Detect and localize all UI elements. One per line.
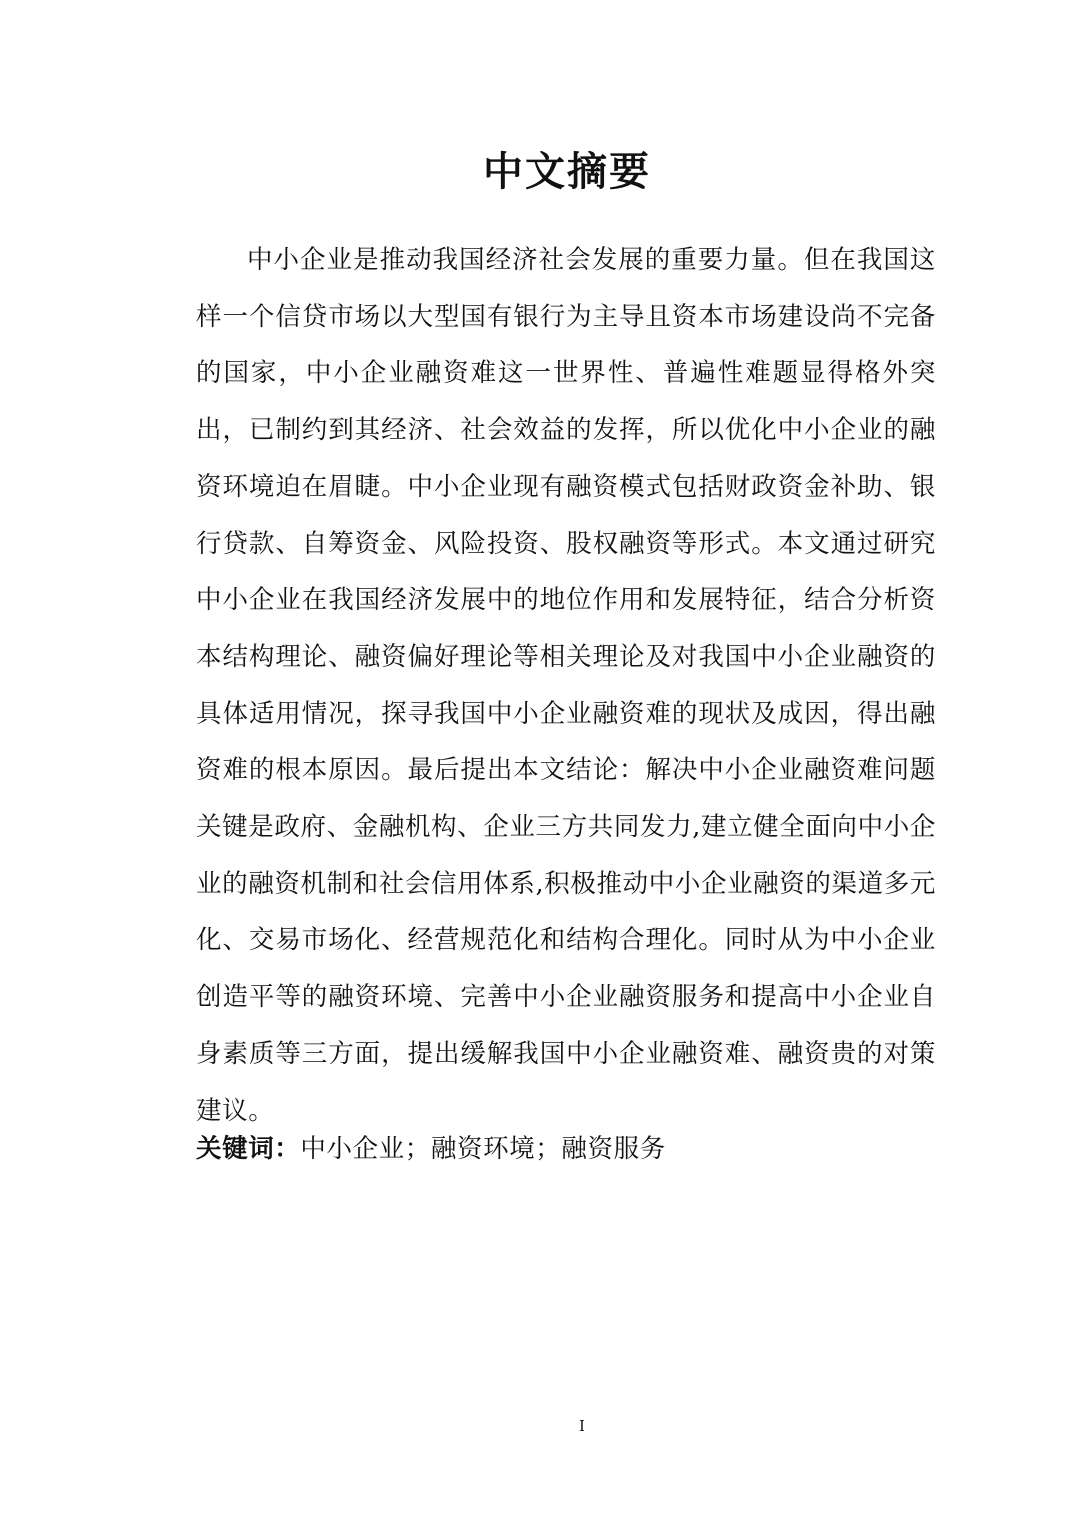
keywords-label: 关键词： [196,1134,301,1164]
page-number: I [579,1417,585,1435]
page-title: 中文摘要 [483,148,651,195]
keywords-line [196,1126,936,1172]
keywords-text: 中小企业；融资环境；融资服务 [300,1134,666,1164]
abstract-paragraph: 中小企业是推动我国经济社会发展的重要力量。但在我国这样一个信贷市场以大型国有银行为主导且资本市场建设尚不完备的国家，中小企业融资难这一世界性、普遍性难题显得格外突出，已制约到其经济、社会效益的发挥，所以优化中小企业的融资环境迫在眉睫。中小企业现有融资模式包括财政资金补助、银行贷款、自筹资金、风险投资、股权融资等形式。本文通过研究中小企业在我国经济发展中的地位作用和发展特征，结合分析资本结构理论、融资偏好理论等相关理论及对我国中小企业融资的具体适用情况，探寻我国中小企业融资难的现状及成因，得出融资难的根本原因。最后提出本文结论：解决中小企业融资难问题关键是政府、金融机构、企业三方共同发力,建立健全面向中小企业的融资机制和社会信用体系,积极推动中小企业融资的渠道多元化、交易市场化、经营规范化和结构合理化。同时从为中小企业创造平等的融资环境、完善中小企业融资服务和提高中小企业自身素质等三方面，提出缓解我国中小企业融资难、融资贵的对策建议。 [196,245,936,1126]
